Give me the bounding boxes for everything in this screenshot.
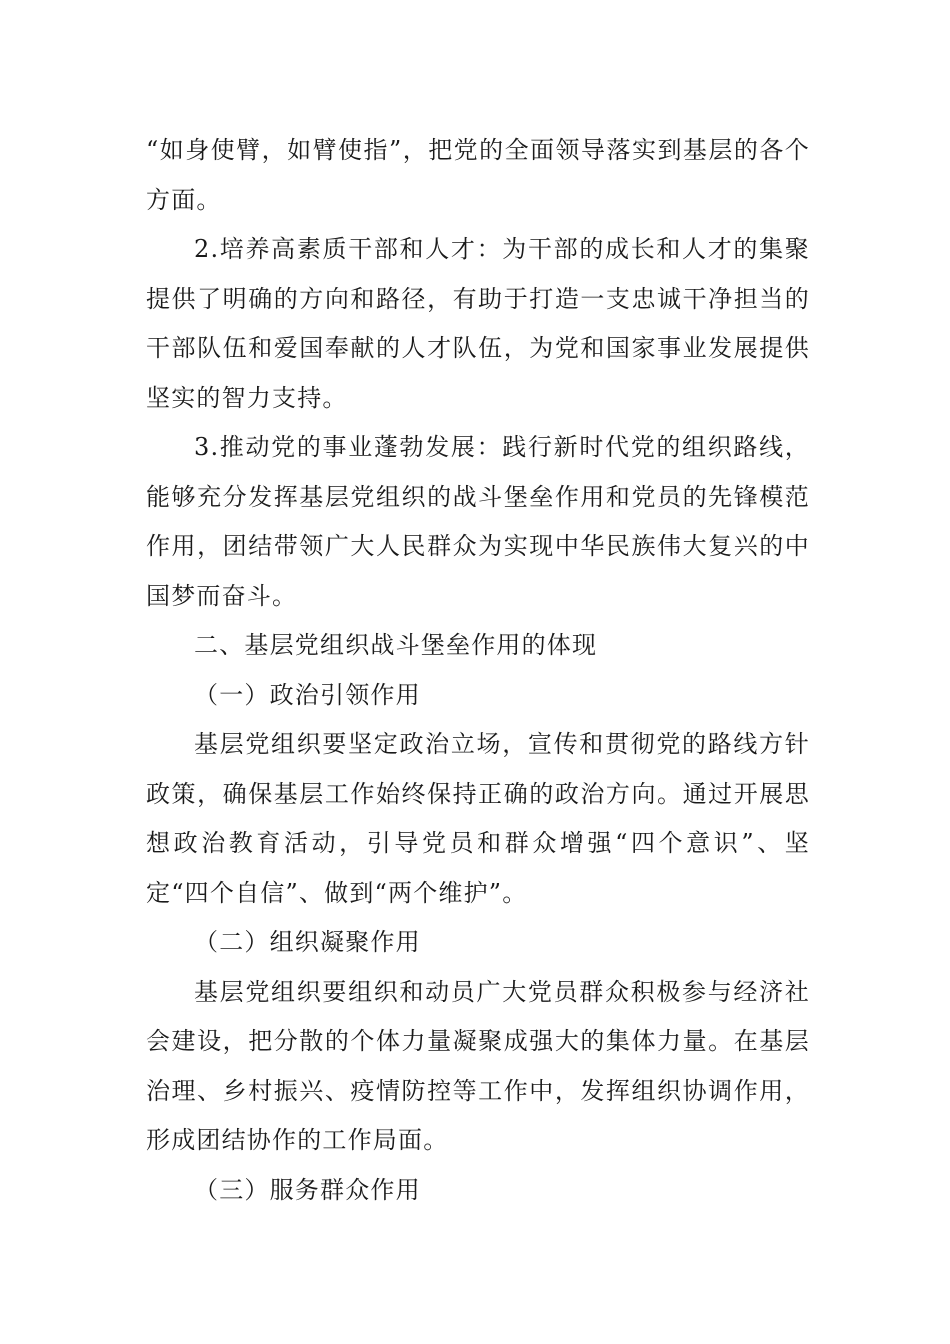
section-heading: 二、基层党组织战斗堡垒作用的体现 — [194, 631, 598, 659]
paragraph-item-3: 3.推动党的事业蓬勃发展：践行新时代党的组织路线，能够充分发挥基层党组织的战斗堡垒作用和党员的先锋模范作用，团结带领广大人民群众为实现中华民族伟大复兴的中国梦而奋斗。 — [146, 433, 810, 610]
subheading-organizational-cohesion: （二）组织凝聚作用 — [194, 928, 421, 956]
paragraph-organizational-cohesion: 基层党组织要组织和动员广大党员群众积极参与经济社会建设，把分散的个体力量凝聚成强大的集体力量。在基层治理、乡村振兴、疫情防控等工作中，发挥组织协调作用，形成团结协作的工作局面。 — [146, 977, 810, 1154]
subheading-political-guidance: （一）政治引领作用 — [194, 680, 421, 709]
paragraph-item-2: 2.培养高素质干部和人才：为干部的成长和人才的集聚提供了明确的方向和路径，有助于打造一支忠诚干净担当的干部队伍和爱国奉献的人才队伍，为党和国家事业发展提供坚实的智力支持。 — [146, 235, 810, 412]
paragraph-continuation: “如身使臂，如臂使指”，把党的全面领导落实到基层的各个方面。 — [146, 136, 810, 214]
paragraph-political-guidance: 基层党组织要坚定政治立场，宣传和贯彻党的路线方针政策，确保基层工作始终保持正确的政治方向。通过开展思想政治教育活动，引导党员和群众增强“四个意识”、坚定“四个自信”、做到“两个维护”。 — [146, 730, 810, 907]
subheading-serving-masses: （三）服务群众作用 — [194, 1175, 421, 1204]
document-body — [146, 126, 810, 1215]
